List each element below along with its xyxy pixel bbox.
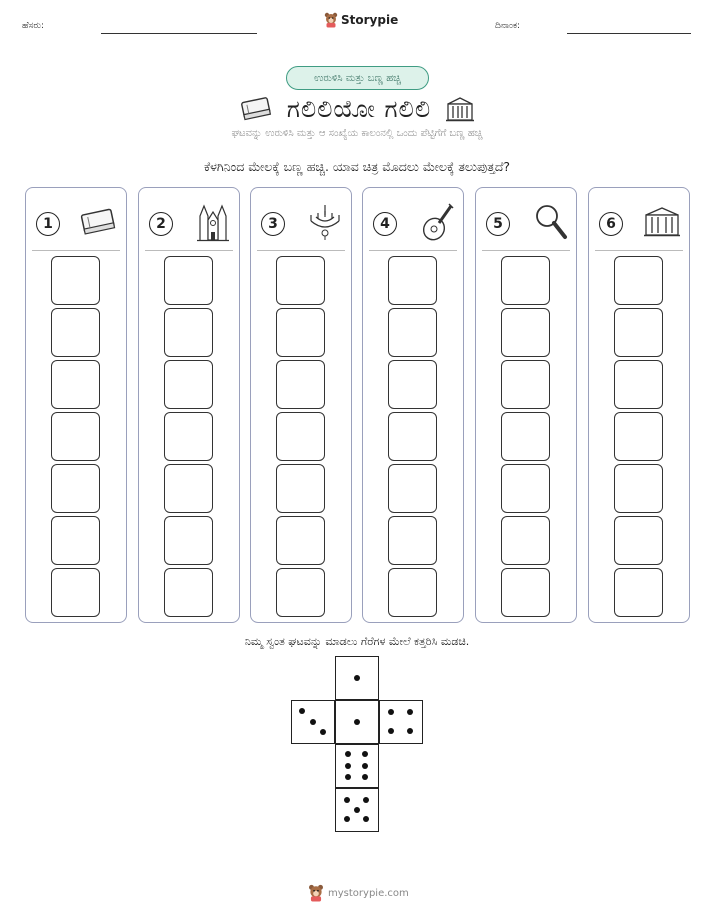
page-title: ಗಲಿಲಿಯೋ ಗಲಿಲಿ (286, 95, 432, 123)
color-box[interactable] (614, 516, 663, 565)
color-box[interactable] (388, 360, 437, 409)
book-icon (78, 205, 118, 243)
column-divider (145, 250, 233, 251)
dice-face-1 (335, 656, 379, 700)
dice-pip (344, 797, 350, 803)
activity-badge: ಉರುಳಿಸಿ ಮತ್ತು ಬಣ್ಣ ಹಚ್ಚಿ (286, 66, 429, 90)
dice-pip (320, 729, 326, 735)
color-box[interactable] (51, 464, 100, 513)
dice-pip (362, 774, 368, 780)
dice-pip (354, 719, 360, 725)
name-label: ಹೆಸರು: (22, 21, 45, 31)
color-box[interactable] (51, 568, 100, 617)
color-box[interactable] (614, 256, 663, 305)
dice-pip (345, 751, 351, 757)
dice-face-4 (379, 700, 423, 744)
dice-instruction: ನಿಮ್ಮ ಸ್ವಂತ ಘಟವನ್ನು ಮಾಡಲು ಗೆರೆಗಳ ಮೇಲೆ ಕತ್ತರಿಸಿ ಮಡಚಿ. (244, 635, 470, 648)
color-box[interactable] (501, 360, 550, 409)
dice-pip (388, 709, 394, 715)
palace-icon (445, 95, 475, 123)
color-box[interactable] (614, 464, 663, 513)
title-row (0, 92, 714, 126)
brand-logo (324, 12, 398, 28)
column-header (373, 204, 455, 244)
column-header (149, 204, 231, 244)
color-box[interactable] (501, 256, 550, 305)
palace-icon (643, 205, 681, 243)
dice-face-1 (335, 700, 379, 744)
color-box[interactable] (164, 464, 213, 513)
column-divider (257, 250, 345, 251)
dice-pip (362, 763, 368, 769)
column-divider (595, 250, 683, 251)
color-box[interactable] (388, 568, 437, 617)
color-box[interactable] (276, 360, 325, 409)
date-label: ದಿನಾಂಕ: (495, 21, 521, 31)
dice-pip (310, 719, 316, 725)
color-box[interactable] (164, 308, 213, 357)
column-divider (369, 250, 457, 251)
color-box[interactable] (164, 256, 213, 305)
subtitle: ಘಟವನ್ನು ಉರುಳಿಸಿ ಮತ್ತು ಆ ಸಂಖ್ಯೆಯ ಕಾಲಂನಲ್ಲಿ ಒಂದು ಪೆಟ್ಟಿಗೆಗೆ ಬಣ್ಣ ಹಚ್ಚಿ (231, 128, 483, 139)
column-number: 4 (373, 212, 397, 236)
dice-pip (362, 751, 368, 757)
dice-face-6 (335, 744, 379, 788)
dice-pip (354, 675, 360, 681)
column-number: 6 (599, 212, 623, 236)
column-header (486, 204, 568, 244)
column-divider (482, 250, 570, 251)
dice-pip (407, 728, 413, 734)
column-divider (32, 250, 120, 251)
column-header (36, 204, 118, 244)
bear-mascot-icon (308, 884, 324, 902)
column-header (261, 204, 343, 244)
name-line[interactable] (101, 33, 257, 34)
color-box[interactable] (501, 412, 550, 461)
color-box[interactable] (614, 568, 663, 617)
color-box[interactable] (164, 412, 213, 461)
dice-pip (344, 816, 350, 822)
column-6 (588, 187, 690, 623)
color-box[interactable] (388, 256, 437, 305)
color-box[interactable] (164, 568, 213, 617)
color-box[interactable] (501, 516, 550, 565)
question: ಕೆಳಗಿನಿಂದ ಮೇಲಕ್ಕೆ ಬಣ್ಣ ಹಚ್ಚಿ. ಯಾವ ಚಿತ್ರ ಮೊದಲು ಮೇಲಕ್ಕೆ ತಲುಪುತ್ತದೆ? (203, 159, 511, 174)
dice-pip (354, 807, 360, 813)
lute-icon (421, 202, 455, 246)
column-header (599, 204, 681, 244)
color-box[interactable] (51, 308, 100, 357)
date-line[interactable] (567, 33, 691, 34)
book-icon (239, 94, 273, 124)
bear-mascot-icon (324, 12, 338, 28)
column-2 (138, 187, 240, 623)
color-box[interactable] (388, 412, 437, 461)
color-box[interactable] (614, 360, 663, 409)
dice-pip (363, 797, 369, 803)
column-number: 2 (149, 212, 173, 236)
color-box[interactable] (276, 464, 325, 513)
color-box[interactable] (501, 464, 550, 513)
dice-pip (345, 763, 351, 769)
color-box[interactable] (388, 464, 437, 513)
color-box[interactable] (276, 412, 325, 461)
dice-pip (388, 728, 394, 734)
dice-face-3 (291, 700, 335, 744)
dice-pip (407, 709, 413, 715)
color-box[interactable] (388, 308, 437, 357)
column-number: 3 (261, 212, 285, 236)
color-box[interactable] (51, 516, 100, 565)
dice-pip (299, 708, 305, 714)
color-box[interactable] (614, 412, 663, 461)
color-box[interactable] (614, 308, 663, 357)
column-number: 5 (486, 212, 510, 236)
color-box[interactable] (501, 308, 550, 357)
footer (308, 884, 409, 902)
dice-pip (345, 774, 351, 780)
dice-face-5 (335, 788, 379, 832)
brand-name: Storypie (341, 13, 399, 27)
dice-pip (363, 816, 369, 822)
color-box[interactable] (501, 568, 550, 617)
color-box[interactable] (164, 516, 213, 565)
column-3 (250, 187, 352, 623)
magnifying-glass-icon (534, 203, 568, 245)
footer-url: mystorypie.com (328, 887, 409, 899)
column-5 (475, 187, 577, 623)
chandelier-icon (307, 203, 343, 245)
column-1 (25, 187, 127, 623)
color-box[interactable] (51, 360, 100, 409)
color-box[interactable] (276, 516, 325, 565)
color-box[interactable] (388, 516, 437, 565)
color-box[interactable] (51, 412, 100, 461)
color-box[interactable] (51, 256, 100, 305)
column-4 (362, 187, 464, 623)
color-box[interactable] (164, 360, 213, 409)
color-box[interactable] (276, 256, 325, 305)
color-box[interactable] (276, 568, 325, 617)
cathedral-icon (195, 202, 231, 246)
column-number: 1 (36, 212, 60, 236)
color-box[interactable] (276, 308, 325, 357)
